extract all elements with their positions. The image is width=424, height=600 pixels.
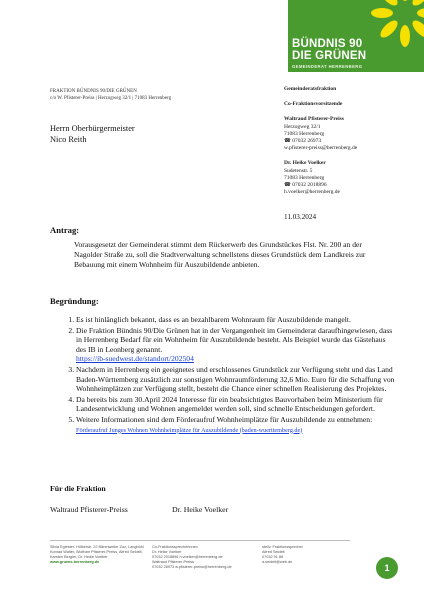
footer-col-deputy	[262, 545, 303, 565]
footer-divider	[50, 540, 350, 541]
brand-line-1: BÜNDNIS 90	[292, 38, 363, 50]
party-logo-block	[288, 0, 424, 72]
foerderaufruf-link[interactable]: Förderaufruf Junges Wohnen Wohnheimplätze für Auszubildende (baden-wuerttemberg.de)	[76, 426, 303, 434]
footer-text: stellv. Fraktionssprecher	[262, 545, 303, 549]
contact-1-name: Waltraud Pfisterer-Preiss	[284, 116, 344, 123]
contact-1-city: 71083 Herrenberg	[284, 130, 325, 137]
recipient-address	[50, 123, 135, 145]
footer-text: 07032 2018896 h.voelker@herrenberg.de	[152, 555, 223, 559]
sender-line-1: FRAKTION BÜNDNIS 90/DIE GRÜNEN	[50, 89, 137, 94]
recipient-line-2: Nico Reith	[50, 135, 87, 144]
contact-2-phone: ☎ 07032 2018896	[284, 182, 327, 189]
begruendung-heading: Begründung:	[50, 296, 99, 306]
contact-1-street: Herzogweg 32/1	[284, 123, 321, 130]
footer-text: 07032 91 88	[262, 555, 284, 559]
footer-text: Co-Fraktionssprecherinnen	[152, 545, 198, 549]
sender-return-address	[50, 88, 171, 102]
list-item-text: Weitere Informationen sind dem Förderaufruf Wohnheimplätze für Auszubildende zu entnehmen:	[76, 414, 373, 424]
reasons-list	[58, 315, 396, 436]
footer-text: Silvia Eglester, Hülberstr. 22 Bärenweiler Zoz, Langbühl	[50, 545, 144, 549]
footer-text: 07032 26973 w.pfisterer-preiss@herrenberg.de	[152, 565, 232, 569]
list-item	[76, 315, 396, 325]
brand-line-2: DIE GRÜNEN	[292, 50, 367, 62]
list-item-text: Es ist hinlänglich bekannt, dass es an bezahlbarem Wohnraum für Auszubildende mangelt.	[76, 315, 351, 324]
footer-text: Dr. Heike Voelker	[152, 550, 182, 554]
signature-name-2: Dr. Heike Voelker	[172, 505, 229, 514]
footer-text: Karsten Bergler, Dr. Heike Voelker	[50, 555, 108, 559]
footer-text: Waltraud Pfisterer-Preiss	[152, 560, 195, 564]
signature-name-1: Waltraud Pfisterer-Preiss	[50, 505, 128, 514]
list-item	[76, 365, 396, 394]
sender-line-2: c/o W. Pfisterer-Preiss | Herzogweg 32/1 | 71083 Herrenberg	[50, 96, 172, 101]
sunflower-icon	[370, 0, 424, 48]
brand-subtitle: GEMEINDERAT HERRENBERG	[292, 64, 363, 69]
signature-heading: Für die Fraktion	[50, 484, 106, 493]
letter-date: 11.03.2024	[284, 213, 317, 221]
contact-sidebar	[284, 86, 357, 204]
list-item-text: Da bereits bis zum 30.April 2024 Interesse für ein beabsichtigtes Bauvorhaben beim Ministerium für Landesentwicklung und Wohnen angemeldet werden soll, sind schnelle Entscheidungen gefordert.	[76, 394, 383, 414]
contact-2-street: Sudetenstr. 5	[284, 167, 313, 174]
contact-person-1	[284, 116, 357, 152]
brand-wordmark	[292, 38, 366, 62]
list-item	[76, 395, 396, 414]
page-number-badge: 1	[376, 557, 398, 579]
contact-2-name: Dr. Heike Voelker	[284, 160, 326, 167]
footer-col-speakers	[152, 545, 232, 570]
footer-col-members	[50, 545, 144, 565]
contact-2-email[interactable]: h.voelker@herrenberg.de	[284, 189, 340, 196]
sidebar-title: Gemeinderatsfraktion	[284, 86, 337, 92]
antrag-heading: Antrag:	[50, 225, 80, 235]
contact-1-phone: ☎ 07032 26973	[284, 138, 322, 145]
list-item-text: Nachdem in Herrenberg ein geeignetes und erschlossenes Grundstück zur Verfügung steht und das Land Baden-Württemberg zusätzlich zur sonstigen Wohnraumförderung 32,6 Mio. Euro für die Schaffung von Wohnheimplätzen zur Verfügung stellt, besteht die Chance einer schnellen Realisierung des Projektes.	[76, 364, 395, 394]
list-item-text: Die Fraktion Bündnis 90/Die Grünen hat in der Vergangenheit im Gemeinderat daraufhingewiesen, dass in Herrenberg Bedarf für ein Wohnheim für Auszubildende besteht. Als Beispiel wurde das Gästehaus des IB in Leonberg genannt.	[76, 325, 393, 354]
signature-names	[50, 505, 228, 514]
recipient-line-1: Herrn Oberbürgermeister	[50, 124, 135, 133]
contact-person-2	[284, 160, 357, 196]
footer-website-link[interactable]: www.gruene-herrenberg.de	[50, 560, 100, 564]
contact-1-email[interactable]: w.pfisterer-preiss@herrenberg.de	[284, 145, 358, 152]
antrag-text: Vorausgesetzt der Gemeinderat stimmt dem Rückerwerb des Grundstückes Flst. Nr. 200 an der Nagolder Straße zu, soll die Stadtverwaltung schnellstens dieses Grundstück dem Landkreis zur Bebauung mit einem Wohnheim für Auszubildende anbieten.	[74, 240, 366, 269]
footer-text: Alfred Seidelt	[262, 550, 285, 554]
footer-text: Konrad Walter, Wolfram Pfisterer-Preiss, Alfred Seidelt,	[50, 550, 143, 554]
list-item	[76, 326, 396, 364]
footer-text: a.seidelt@web.de	[262, 560, 293, 564]
ib-suedwest-link[interactable]: https://ib-suedwest.de/standort/202504	[76, 354, 194, 364]
list-item	[76, 415, 396, 435]
sidebar-subtitle: Co-Fraktionsvorsitzende	[284, 101, 343, 108]
contact-2-city: 71083 Herrenberg	[284, 174, 325, 181]
